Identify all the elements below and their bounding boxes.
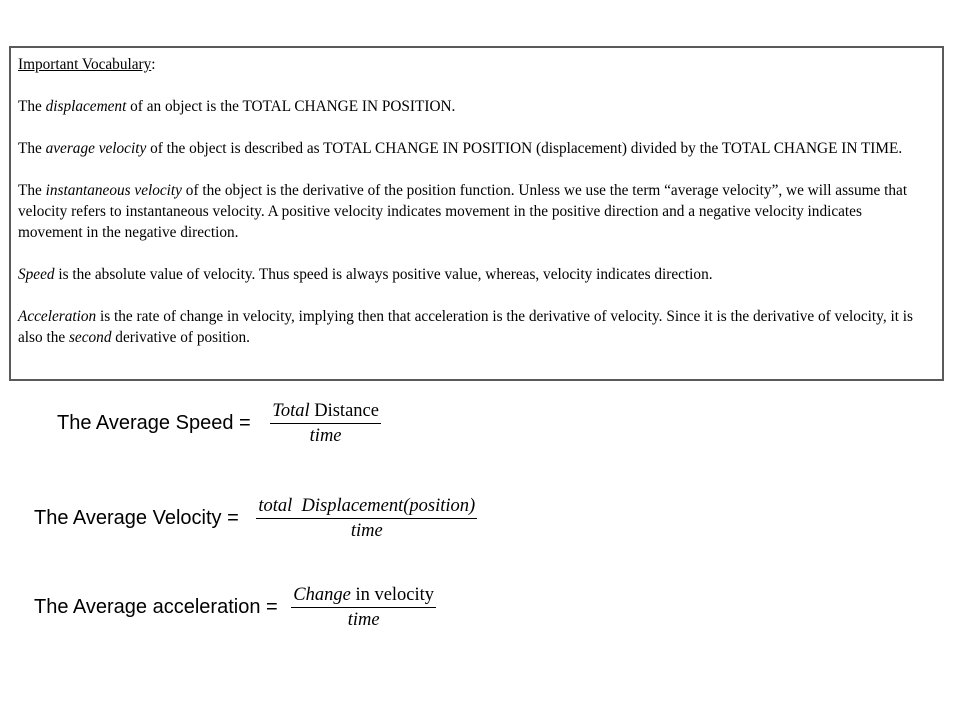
instantaneous-velocity-text: of the object is the derivative of the position function. Unless we use the term “average velocity”, we will assume that velocity refers to instantaneous velocity. A positive velocity indicates movement in the positive direction and a negative velocity indicates movement in the negative direction. [18,182,908,241]
average-velocity-text: of the object is described as TOTAL CHANGE IN POSITION (displacement) divided by the TOTAL CHANGE IN TIME. [146,140,903,157]
average-velocity-fraction [256,495,477,542]
displacement-text: of an object is the TOTAL CHANGE IN POSITION. [126,98,456,115]
vocabulary-heading-text: Important Vocabulary [18,56,152,73]
average-acceleration-numerator [291,584,436,607]
acceleration-text-end: derivative of position. [111,329,250,346]
speed-definition [18,264,930,285]
average-speed-numerator-italic: Total [272,401,310,421]
average-velocity-formula [34,495,477,542]
vocabulary-heading [18,54,930,75]
average-speed-label: The Average Speed = [57,412,257,434]
average-velocity-denominator: time [350,521,383,541]
instantaneous-velocity-term: instantaneous velocity [45,182,182,199]
instantaneous-velocity-definition [18,180,930,243]
average-speed-formula [57,400,381,447]
speed-text: is the absolute value of velocity. Thus speed is always positive value, whereas, velocity indicates direction. [54,266,713,283]
average-acceleration-denominator: time [347,610,380,630]
vocabulary-box [9,46,944,381]
average-velocity-term: average velocity [45,140,147,157]
acceleration-emphasis: second [68,329,112,346]
average-acceleration-numerator-rest: in velocity [350,585,435,605]
average-acceleration-label: The Average acceleration = [34,596,284,618]
average-speed-denominator: time [309,426,342,446]
average-acceleration-fraction [291,584,436,631]
displacement-definition [18,96,930,117]
speed-term: Speed [18,266,55,283]
average-speed-numerator [270,400,381,423]
acceleration-term: Acceleration [18,308,97,325]
average-velocity-label: The Average Velocity = [34,507,245,529]
average-acceleration-numerator-italic: Change [293,585,351,605]
average-velocity-pre: The [18,140,46,157]
average-velocity-definition [18,138,930,159]
displacement-pre: The [18,98,46,115]
average-acceleration-formula [34,584,436,631]
vocabulary-heading-colon: : [151,56,156,73]
displacement-term: displacement [45,98,127,115]
instantaneous-velocity-pre: The [18,182,46,199]
average-velocity-numerator: total Displacement(position) [258,496,476,516]
average-speed-fraction [270,400,381,447]
acceleration-text: is the rate of change in velocity, implying then that acceleration is the derivative of velocity. Since it is the derivative of velocity, it is also the [18,308,914,346]
average-speed-numerator-rest: Distance [309,401,379,421]
acceleration-definition [18,306,930,348]
